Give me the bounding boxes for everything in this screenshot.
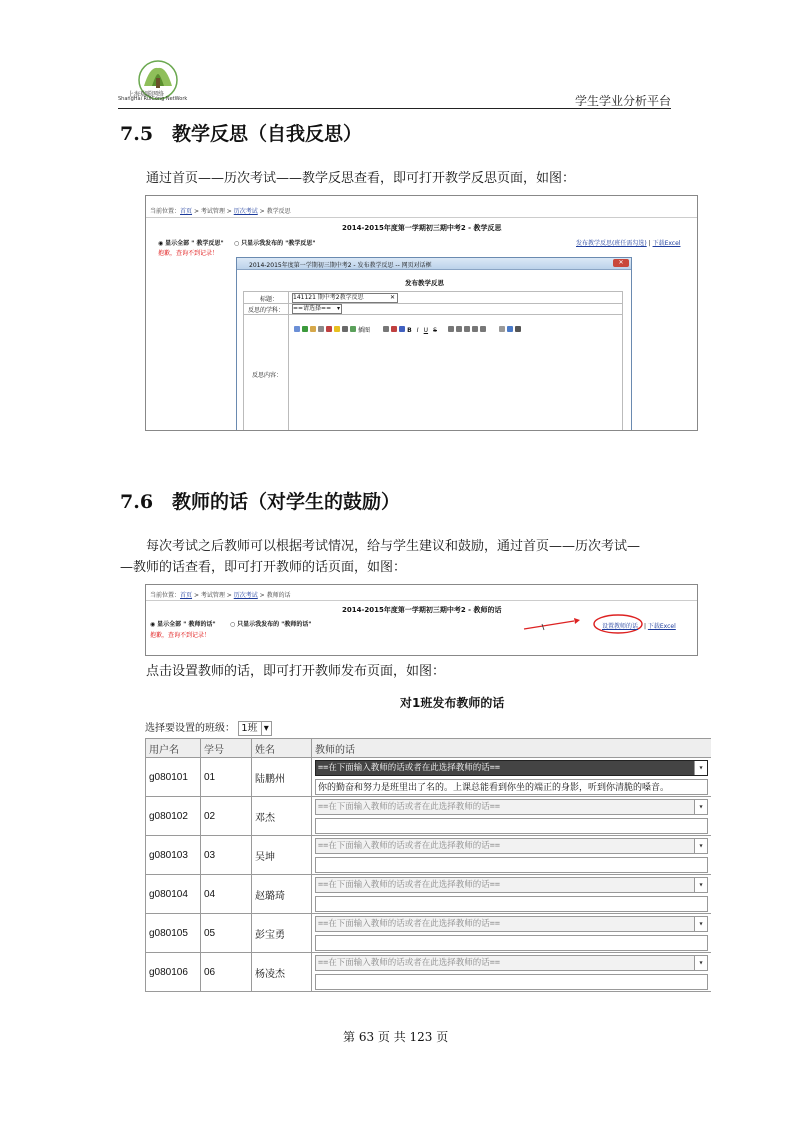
content-label: 反思内容： <box>252 372 283 379</box>
class-selector <box>145 719 272 736</box>
code-icon[interactable] <box>515 326 521 332</box>
insert-image-label: 插图 <box>358 327 371 334</box>
align-left-icon[interactable] <box>448 326 454 332</box>
col-header-user: 用户名 <box>146 739 201 758</box>
section-number: 7.6 <box>120 491 154 513</box>
breadcrumb-exam[interactable]: 考试管理 <box>200 208 225 215</box>
radio-show-mine[interactable]: ○ 只显示我发布的 "教学反思" <box>234 240 316 247</box>
chevron-down-icon: ▾ <box>694 956 707 970</box>
cell-user: g080102 <box>146 797 201 836</box>
screenshot-teacher-words <box>145 584 698 656</box>
teacher-words-select[interactable]: ==在下面输入教师的话或者在此选择教师的话== ▾ <box>315 799 708 815</box>
cell-name: 邓杰 <box>252 797 312 836</box>
dialog-title: 2014-2015年度第一学期初三期中考2 - 发布教学反思 -- 网页对话框 <box>249 262 432 269</box>
section-paragraph: 通过首页——历次考试——教学反思查看，即可打开教学反思页面，如图： <box>146 171 576 186</box>
toolbar-links: 发布教学反思(班任需勾选) | 下载Excel <box>576 240 681 247</box>
table-row <box>146 914 712 953</box>
cell-words <box>312 797 712 836</box>
arrow-annotation <box>522 609 592 635</box>
divider <box>146 600 697 601</box>
teacher-words-select[interactable]: ==在下面输入教师的话或者在此选择教师的话== ▾ <box>315 760 708 776</box>
chevron-down-icon: ▾ <box>261 722 269 735</box>
close-icon[interactable]: ✕ <box>613 259 629 267</box>
table-row <box>146 797 712 836</box>
font-icon[interactable] <box>383 326 389 332</box>
set-teacher-words-link[interactable]: 设置教师的话 <box>602 623 639 630</box>
table-row <box>146 836 712 875</box>
align-right-icon[interactable] <box>464 326 470 332</box>
breadcrumb-current: 教学反思 <box>266 208 291 215</box>
col-header-id: 学号 <box>201 739 252 758</box>
download-excel-link[interactable]: 下载Excel <box>652 240 681 247</box>
strikethrough-icon[interactable]: S <box>433 327 437 334</box>
dialog-form <box>243 291 623 431</box>
teacher-words-table <box>145 738 711 992</box>
table-row <box>146 758 712 797</box>
teacher-words-table-wrap <box>145 738 711 992</box>
section-paragraph-line2: —教师的话查看，即可打开教师的话页面，如图： <box>120 560 407 575</box>
chevron-down-icon: ▾ <box>694 761 707 775</box>
radio-show-mine[interactable]: ○ 只显示我发布的 "教师的话" <box>230 621 312 628</box>
cell-id: 04 <box>201 875 252 914</box>
breadcrumb-current: 教师的话 <box>266 592 291 599</box>
section-paragraph-2: 点击设置教师的话，即可打开教师发布页面，如图： <box>146 664 446 679</box>
table-title: 对1班发布教师的话 <box>400 696 505 710</box>
bold-icon[interactable]: B <box>407 327 412 334</box>
dialog-titlebar <box>237 258 631 270</box>
cell-words <box>312 836 712 875</box>
section-title: 教师的话（对学生的鼓励） <box>172 491 401 513</box>
logo-text-cn: 上海瑞聪网络 <box>128 91 165 98</box>
col-header-words: 教师的话 <box>312 739 712 758</box>
page-footer: 第 63 页 共 123 页 <box>343 1030 449 1044</box>
title-input[interactable]: 141121 期中考2教学反思 ✕ <box>292 293 398 303</box>
chevron-down-icon: ▾ <box>694 917 707 931</box>
subject-label: 反思的学科： <box>248 307 285 314</box>
teacher-words-select[interactable]: ==在下面输入教师的话或者在此选择教师的话== ▾ <box>315 877 708 893</box>
anchor-icon[interactable] <box>507 326 513 332</box>
italic-icon[interactable]: I <box>416 327 419 334</box>
radio-show-all[interactable]: ◉ 显示全部 " 教师的话" <box>150 621 216 628</box>
section-heading-7-5 <box>120 119 362 146</box>
publish-reflection-link[interactable]: 发布教学反思(班任需勾选) <box>576 240 647 247</box>
teacher-words-input[interactable] <box>315 818 708 834</box>
toolbar-links: 设置教师的话 | 下载Excel <box>602 623 676 630</box>
col-header-name: 姓名 <box>252 739 312 758</box>
screenshot-teaching-reflection <box>145 195 698 431</box>
content-editor[interactable] <box>292 336 618 430</box>
section-title: 教学反思（自我反思） <box>172 123 363 145</box>
table-header-row <box>146 739 712 758</box>
breadcrumb: 当前位置：首页 > 考试管理 > 历次考试 > 教师的话 <box>150 592 291 599</box>
class-select[interactable]: 1班 ▾ <box>238 721 272 736</box>
cell-user: g080105 <box>146 914 201 953</box>
teacher-words-input[interactable]: 你的勤奋和努力是班里出了名的。上课总能看到你坐的端正的身影，听到你清脆的嗓音。 <box>315 779 708 795</box>
cell-user: g080101 <box>146 758 201 797</box>
chevron-down-icon: ▾ <box>694 878 707 892</box>
breadcrumb-exam[interactable]: 考试管理 <box>200 592 225 599</box>
table-row <box>146 953 712 992</box>
cell-name: 彭宝勇 <box>252 914 312 953</box>
cell-id: 05 <box>201 914 252 953</box>
teacher-words-input[interactable] <box>315 974 708 990</box>
table-row <box>146 875 712 914</box>
teacher-words-select[interactable]: ==在下面输入教师的话或者在此选择教师的话== ▾ <box>315 838 708 854</box>
breadcrumb-history[interactable]: 历次考试 <box>233 208 258 215</box>
background-color-icon[interactable] <box>399 326 405 332</box>
cell-words <box>312 953 712 992</box>
chevron-down-icon: ▾ <box>694 839 707 853</box>
page-title: 2014-2015年度第一学期初三期中考2 - 教师的话 <box>342 606 502 614</box>
breadcrumb-home[interactable]: 首页 <box>180 208 193 215</box>
horizontal-rule-icon[interactable] <box>499 326 505 332</box>
cell-name: 陆鹏州 <box>252 758 312 797</box>
radio-show-all[interactable]: ◉ 显示全部 " 教学反思" <box>158 240 224 247</box>
breadcrumb: 当前位置：首页 > 考试管理 > 历次考试 > 教学反思 <box>150 208 291 215</box>
teacher-words-select[interactable]: ==在下面输入教师的话或者在此选择教师的话== ▾ <box>315 955 708 971</box>
teacher-words-input[interactable] <box>315 857 708 873</box>
header-divider <box>118 108 671 109</box>
cell-user: g080104 <box>146 875 201 914</box>
cell-id: 01 <box>201 758 252 797</box>
breadcrumb-home[interactable]: 首页 <box>180 592 193 599</box>
section-heading-7-6 <box>120 487 400 514</box>
teacher-words-input[interactable] <box>315 935 708 951</box>
cell-user: g080103 <box>146 836 201 875</box>
cell-words <box>312 914 712 953</box>
page-title: 2014-2015年度第一学期初三期中考2 - 教学反思 <box>342 224 502 232</box>
teacher-words-select[interactable]: ==在下面输入教师的话或者在此选择教师的话== ▾ <box>315 916 708 932</box>
breadcrumb-history[interactable]: 历次考试 <box>233 592 258 599</box>
text-color-icon[interactable] <box>391 326 397 332</box>
cell-name: 杨凌杰 <box>252 953 312 992</box>
class-label: 选择要设置的班级： <box>145 723 235 734</box>
logo-text-en: ShangHai RuiCong NetWork <box>118 96 188 102</box>
indent-icon[interactable] <box>480 326 486 332</box>
form-divider <box>244 314 622 315</box>
cell-id: 02 <box>201 797 252 836</box>
section-paragraph-line1: 每次考试之后教师可以根据考试情况，给与学生建议和鼓励，通过首页——历次考试— <box>146 539 641 554</box>
underline-icon[interactable]: U <box>423 327 429 334</box>
section-number: 7.5 <box>120 123 154 145</box>
dialog-heading: 发布教学反思 <box>405 279 444 287</box>
cell-words <box>312 875 712 914</box>
teacher-words-input[interactable] <box>315 896 708 912</box>
divider <box>146 217 697 218</box>
cell-name: 吴坤 <box>252 836 312 875</box>
list-icon[interactable] <box>472 326 478 332</box>
subject-select[interactable]: ==请选择== ▾ <box>293 305 340 312</box>
chevron-down-icon: ▾ <box>694 800 707 814</box>
chevron-down-icon: ▾ <box>336 305 340 312</box>
cell-user: g080106 <box>146 953 201 992</box>
cell-words <box>312 758 712 797</box>
cell-name: 赵璐琦 <box>252 875 312 914</box>
editor-toolbar <box>294 317 614 334</box>
no-records-message: 抱歉，查询不到记录！ <box>158 250 219 257</box>
platform-name: 学生学业分析平台 <box>574 94 671 108</box>
clear-icon[interactable]: ✕ <box>389 294 395 301</box>
download-excel-link[interactable]: 下载Excel <box>647 623 676 630</box>
title-label: 标题： <box>260 296 279 303</box>
form-divider <box>288 292 289 431</box>
publish-reflection-dialog <box>236 257 632 431</box>
cell-id: 06 <box>201 953 252 992</box>
align-center-icon[interactable] <box>456 326 462 332</box>
cell-id: 03 <box>201 836 252 875</box>
no-records-message: 抱歉，查询不到记录！ <box>150 632 211 639</box>
editor-toolbar-row2 <box>294 327 354 335</box>
